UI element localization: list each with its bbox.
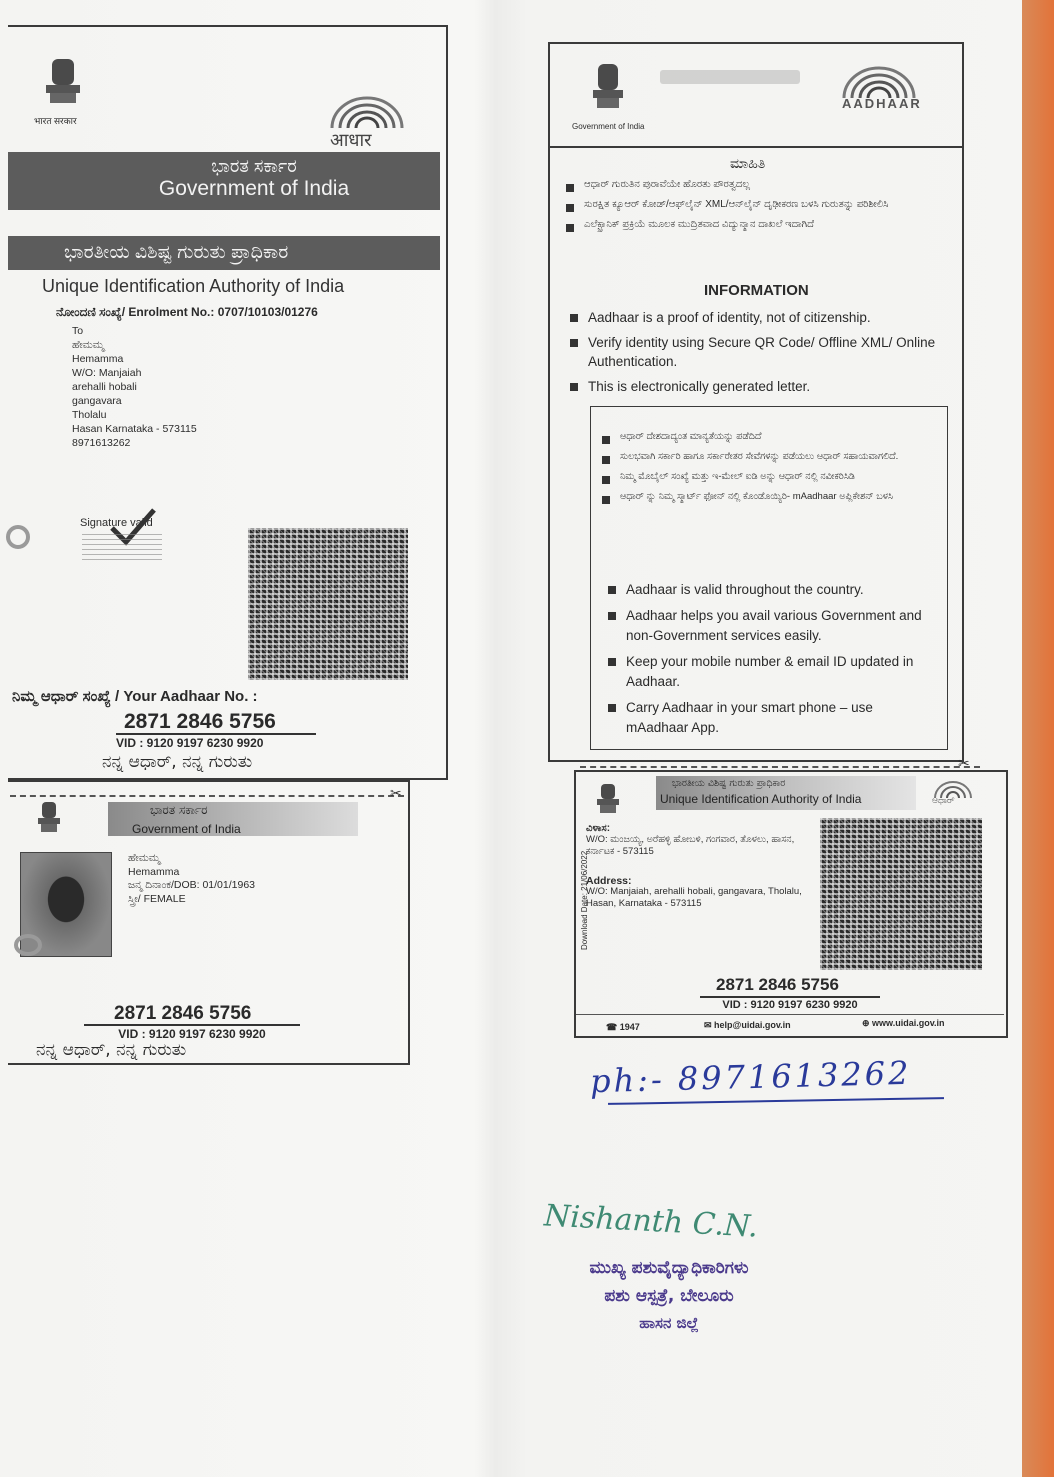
card-aadhaar-number: 2871 2846 5756 (114, 1003, 252, 1024)
stamp-line: ಪಶು ಆಸ್ಪತ್ರೆ, ಬೇಲೂರು (604, 1286, 734, 1306)
card-address-label: Address: (586, 875, 632, 887)
redacted-mark (660, 70, 800, 84)
national-emblem-icon (588, 60, 628, 118)
services-english-list (608, 580, 938, 744)
cut-line (580, 766, 980, 768)
info-english-list (570, 308, 950, 402)
address-line: ಹೇಮಮ್ಮ (72, 339, 105, 351)
national-emblem-icon (34, 800, 64, 836)
address-line: 8971613262 (72, 437, 131, 449)
stamp-line: ಹಾಸನ ಜಿಲ್ಲೆ (639, 1314, 699, 1332)
card-address-kannada: W/O: ಮಂಜಯ್ಯ, ಅರೆಹಳ್ಳಿ ಹೋಬಳಿ, ಗಂಗವಾರ, ತೊಳಲು, ಹಾಸನ, ಕರ್ನಾಟಕ - 573115 (586, 834, 795, 857)
info-title: INFORMATION (704, 282, 809, 299)
recipient-address (72, 324, 197, 450)
national-emblem-icon (594, 782, 622, 816)
card-uidai-kannada: ಭಾರತೀಯ ವಿಶಿಷ್ಟ ಗುರುತು ಪ್ರಾಧಿಕಾರ (672, 778, 786, 789)
services-kannada-item: ಆಧಾರ್ ದೇಶದಾದ್ಯಂತ ಮಾನ್ಯತೆಯನ್ನು ಪಡೆದಿದೆ (602, 430, 932, 444)
header-divider (548, 146, 964, 148)
folder-edge (1022, 0, 1054, 1477)
uidai-bar (8, 236, 440, 270)
tagline: ನನ್ನ ಆಧಾರ್, ನನ್ನ ಗುರುತು (102, 752, 253, 772)
card-holder-details (128, 852, 255, 906)
binder-ring-icon (0, 520, 34, 554)
info-kannada-item: ಆಧಾರ್ ಗುರುತಿನ ಪುರಾವೆಯೇ ಹೊರತು ಪೌರತ್ವದಲ್ಲ (566, 178, 906, 192)
info-english-item: This is electronically generated letter. (570, 377, 950, 396)
address-line: Hemamma (72, 353, 124, 365)
card-dob: ಜನ್ಮ ದಿನಾಂಕ/DOB: 01/01/1963 (128, 879, 255, 891)
services-english-item: Aadhaar is valid throughout the country. (608, 580, 938, 600)
services-english-item: Aadhaar helps you avail various Government and non-Government services easily. (608, 606, 938, 646)
card-footer-divider (576, 1014, 1004, 1015)
address-line: gangavara (72, 395, 122, 407)
services-english-item: Carry Aadhaar in your smart phone – use mAadhaar App. (608, 698, 938, 738)
globe-icon: ⊕ (862, 1018, 873, 1028)
card-website-url: www.uidai.gov.in (872, 1018, 945, 1028)
card-phone-number: 1947 (619, 1022, 640, 1032)
info-kannada-list (566, 178, 906, 238)
vid-number: VID : 9120 9197 6230 9920 (116, 733, 316, 750)
card-logo-text: ಆಧಾರ್ (932, 796, 955, 806)
aadhaar-logo-icon (834, 62, 924, 100)
official-stamp (534, 1254, 804, 1336)
download-date: Download Date: 21/06/2022 (580, 850, 589, 950)
signature-valid-label: Signature valid (80, 517, 153, 529)
card-address-english: W/O: Manjaiah, arehalli hobali, gangavara, Tholalu, Hasan, Karnataka - 573115 (586, 886, 802, 909)
card-aadhaar-number: 2871 2846 5756 (716, 975, 839, 994)
aadhaar-logo-text: आधार (330, 130, 372, 151)
card-address-kannada-label: ವಿಳಾಸ: (586, 823, 611, 834)
card-email-address: help@uidai.gov.in (714, 1020, 791, 1030)
card-website (862, 1016, 945, 1030)
card-tagline: ನನ್ನ ಆಧಾರ್, ನನ್ನ ಗುರುತು (36, 1040, 187, 1060)
card-uidai-english: Unique Identification Authority of India (660, 792, 862, 806)
services-kannada-item: ನಿಮ್ಮ ಮೊಬೈಲ್ ಸಂಖ್ಯೆ ಮತ್ತು ಇ-ಮೇಲ್ ಐಡಿ ಅನ್ನು ಆಧಾರ್ ನಲ್ಲಿ ನವೀಕರಿಸಿಡಿ (602, 470, 932, 484)
info-english-item: Aadhaar is a proof of identity, not of citizenship. (570, 308, 950, 327)
qr-code-left (248, 528, 408, 680)
uidai-title-kannada: ಭಾರತೀಯ ವಿಶಿಷ್ಟ ಗುರುತು ಪ್ರಾಧಿಕಾರ (64, 242, 289, 263)
mail-icon: ✉ (704, 1020, 715, 1030)
scissors-icon: ✂ (390, 786, 402, 802)
card-vid: VID : 9120 9197 6230 9920 (700, 996, 880, 1011)
scissors-icon: ✂ (958, 756, 970, 772)
gov-bar (8, 152, 440, 210)
national-emblem-icon (38, 55, 88, 113)
address-line: W/O: Manjaiah (72, 367, 142, 379)
enrolment-number: ನೋಂದಣಿ ಸಂಖ್ಯೆ/ Enrolment No.: 0707/10103/01276 (56, 305, 318, 319)
address-line: To (72, 325, 84, 337)
card-phone (606, 1020, 640, 1034)
binder-ring-icon (0, 930, 44, 960)
info-english-item: Verify identity using Secure QR Code/ Offline XML/ Online Authentication. (570, 333, 950, 371)
gov-title-kannada: ಭಾರತ ಸರ್ಕಾರ (211, 156, 297, 176)
card-name-english: Hemamma (128, 865, 180, 878)
stamp-line: ಮುಖ್ಯ ಪಶುವೈದ್ಯಾಧಿಕಾರಿಗಳು (589, 1258, 749, 1278)
qr-code-right (820, 818, 982, 970)
card-gov-english: Government of India (132, 822, 241, 836)
info-kannada-item: ಎಲೆಕ್ಟ್ರಾನಿಕ್ ಪ್ರಕ್ರಿಯೆ ಮೂಲಕ ಮುದ್ರಿತವಾದ ವಿದ್ಯುನ್ಮಾನ ದಾಖಲೆ ಇದಾಗಿದೆ (566, 218, 906, 232)
card-gender: ಸ್ತ್ರೀ/ FEMALE (128, 892, 186, 905)
card-gov-kannada: ಭಾರತ ಸರ್ಕಾರ (150, 803, 208, 817)
card-name-kannada: ಹೇಮಮ್ಮ (128, 852, 161, 864)
info-kannada-title: ಮಾಹಿತಿ (730, 156, 766, 172)
handwritten-signature: Nishanth C.N. (543, 1198, 759, 1245)
card-vid: VID : 9120 9197 6230 9920 (84, 1024, 300, 1041)
address-line: Tholalu (72, 409, 107, 421)
services-kannada-item: ಸುಲಭವಾಗಿ ಸರ್ಕಾರಿ ಹಾಗೂ ಸರ್ಕಾರೇತರ ಸೇವೆಗಳನ್ನು ಪಡೆಯಲು ಆಧಾರ್ ಸಹಾಯವಾಗಲಿದೆ. (602, 450, 932, 464)
phone-icon: ☎ (606, 1022, 620, 1032)
services-kannada-item: ಆಧಾರ್ ನ್ನು ನಿಮ್ಮ ಸ್ಮಾರ್ಟ್ ಫೋನ್ ನಲ್ಲಿ ಕೊಂಡೊಯ್ಯಿರಿ- mAadhaar ಅಪ್ಲಿಕೇಶನ್ ಬಳಸಿ (602, 490, 932, 504)
digital-signature-text (82, 532, 162, 560)
services-kannada-list (602, 430, 932, 510)
aadhaar-number: 2871 2846 5756 (124, 710, 276, 733)
emblem-caption: भारत सरकार (34, 116, 77, 126)
services-english-item: Keep your mobile number & email ID updated in Aadhaar. (608, 652, 938, 692)
card-email (704, 1018, 791, 1032)
handwritten-phone: ph:- 8971613262 (589, 1053, 912, 1101)
your-aadhaar-label: ನಿಮ್ಮ ಆಧಾರ್ ಸಂಖ್ಯೆ / Your Aadhaar No. : (12, 688, 258, 705)
address-line: Hasan Karnataka - 573115 (72, 423, 197, 435)
info-kannada-item: ಸುರಕ್ಷಿತ ಕ್ಯೂಆರ್ ಕೋಡ್/ಆಫ್‌ಲೈನ್ XML/ಆನ್‌ಲೈನ್ ದೃಢೀಕರಣ ಬಳಸಿ ಗುರುತನ್ನು ಪರಿಶೀಲಿಸಿ (566, 198, 906, 212)
uidai-title-english: Unique Identification Authority of India (42, 276, 345, 296)
address-line: arehalli hobali (72, 381, 137, 393)
emblem-caption: Government of India (572, 122, 645, 131)
aadhaar-logo-icon (322, 90, 412, 132)
gov-title-english: Government of India (158, 177, 350, 200)
aadhaar-logo-text: AADHAAR (842, 96, 922, 111)
